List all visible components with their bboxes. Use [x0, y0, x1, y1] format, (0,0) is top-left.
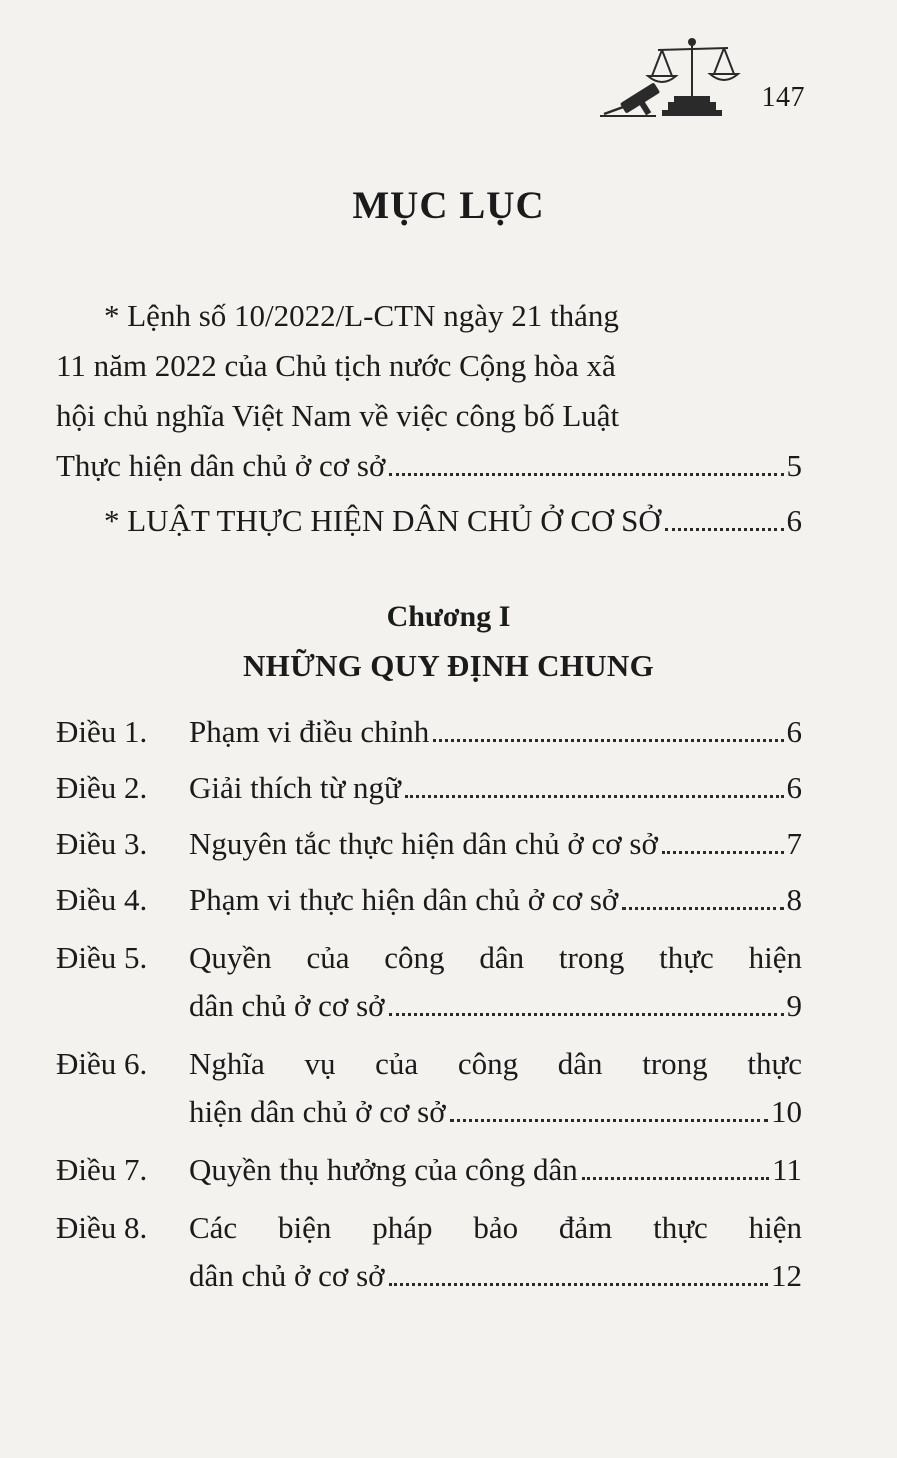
- article-title-cont: hiện dân chủ ở cơ sở: [189, 1094, 446, 1129]
- article-label: Điều 6.: [56, 1046, 148, 1081]
- dot-leader: [389, 1013, 784, 1016]
- article-title-cont: dân chủ ở cơ sở: [189, 1258, 385, 1293]
- article-title: Phạm vi điều chỉnh: [189, 714, 430, 749]
- toc-entry-line: Thực hiện dân chủ ở cơ sở: [56, 448, 386, 483]
- toc-entry-law: [56, 496, 802, 546]
- dot-leader: [433, 739, 783, 742]
- toc-page-ref: 5: [786, 448, 802, 483]
- article-title: Các biện pháp bảo đảm thực hiện: [189, 1210, 802, 1245]
- article-title-cont: dân chủ ở cơ sở: [189, 988, 385, 1023]
- toc-page-ref: 10: [771, 1094, 802, 1129]
- toc-page-ref: 8: [786, 882, 802, 917]
- article-label: Điều 5.: [56, 940, 148, 975]
- toc-entry-decree: [56, 291, 802, 491]
- toc-entry-line: 11 năm 2022 của Chủ tịch nước Cộng hòa xã: [56, 348, 616, 383]
- dot-leader: [622, 907, 783, 910]
- chapter-title: NHỮNG QUY ĐỊNH CHUNG: [243, 648, 654, 683]
- article-title: Quyền của công dân trong thực hiện: [189, 940, 802, 975]
- scales-of-justice-icon: [600, 36, 750, 118]
- article-label: Điều 7.: [56, 1152, 148, 1187]
- article-title: Quyền thụ hưởng của công dân: [189, 1152, 578, 1187]
- chapter-label: Chương I: [386, 600, 511, 633]
- toc-page-ref: 6: [786, 770, 802, 805]
- article-label: Điều 4.: [56, 882, 148, 917]
- dot-leader: [389, 473, 783, 476]
- toc-entry-line: * LUẬT THỰC HIỆN DÂN CHỦ Ở CƠ SỞ: [104, 503, 661, 538]
- page-number: 147: [761, 82, 805, 113]
- dot-leader: [450, 1119, 768, 1122]
- toc-page-ref: 12: [771, 1258, 802, 1293]
- dot-leader: [405, 795, 784, 798]
- article-label: Điều 3.: [56, 826, 148, 861]
- article-label: Điều 2.: [56, 770, 148, 805]
- article-title: Nghĩa vụ của công dân trong thực: [189, 1046, 802, 1081]
- toc-page-ref: 11: [772, 1152, 802, 1187]
- toc-page-ref: 7: [786, 826, 802, 861]
- dot-leader: [662, 851, 784, 854]
- toc-entry-line: * Lệnh số 10/2022/L-CTN ngày 21 tháng: [104, 298, 619, 333]
- dot-leader: [389, 1283, 768, 1286]
- toc-entry-line: hội chủ nghĩa Việt Nam về việc công bố Luật: [56, 398, 620, 433]
- toc-page-ref: 6: [786, 503, 802, 538]
- article-title: Giải thích từ ngữ: [189, 770, 401, 805]
- article-label: Điều 1.: [56, 714, 148, 749]
- toc-title: MỤC LỤC: [352, 184, 545, 227]
- toc-page-ref: 6: [786, 714, 802, 749]
- dot-leader: [665, 528, 784, 531]
- dot-leader: [582, 1177, 769, 1180]
- article-label: Điều 8.: [56, 1210, 148, 1245]
- toc-page-ref: 9: [786, 988, 802, 1023]
- article-title: Nguyên tắc thực hiện dân chủ ở cơ sở: [189, 826, 658, 861]
- article-title: Phạm vi thực hiện dân chủ ở cơ sở: [189, 882, 619, 917]
